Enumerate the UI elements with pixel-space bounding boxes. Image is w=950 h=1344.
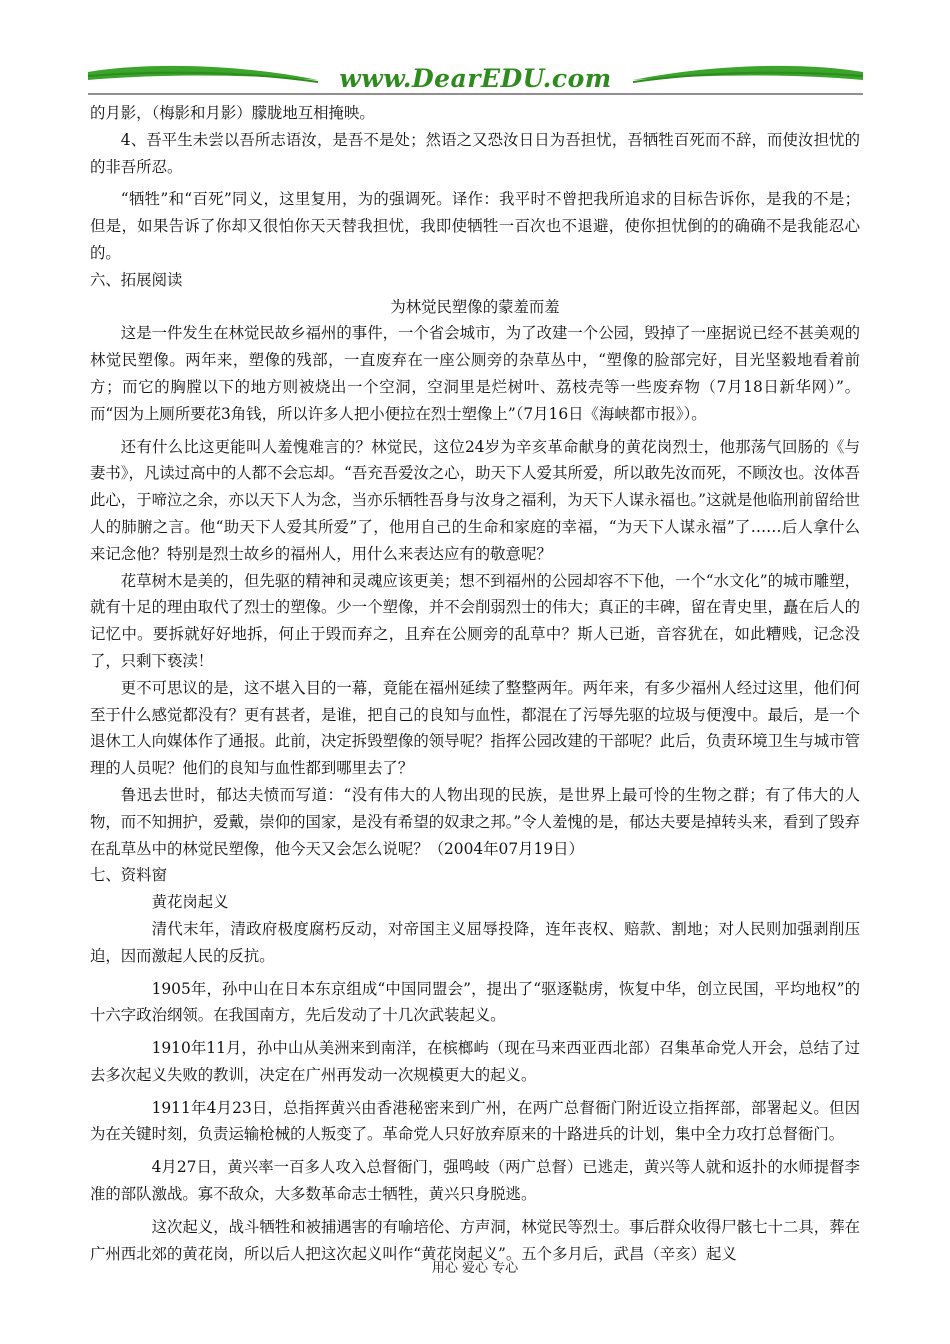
article-title: 为林觉民塑像的蒙羞而羞	[390, 297, 560, 316]
materials-paragraph: 1910年11月，孙中山从美洲来到南洋，在槟榔屿（现在马来西亚西北部）召集革命党人开会，总结了过去多次起义失败的教训，决定在广州再发动一次规模更大的起义。	[90, 1039, 860, 1084]
paragraph-translation: “牺牲”和“百死”同义，这里复用，为的强调死。译作：我平时不曾把我所追求的目标告诉你，是我的不是；但是，如果告诉了你却又很怕你天天替我担忧，我即使牺牲一百次也不退避，使你担忧倒的的确确不是我能忍心的。	[90, 190, 860, 262]
article-paragraph: 花草树木是美的，但先驱的精神和灵魂应该更美；想不到福州的公园却容不下他，一个“水文化”的城市雕塑，就有十足的理由取代了烈士的塑像。少一个塑像，并不会削弱烈士的伟大；真正的丰碑，留在青史里，矗在后人的记忆中。要拆就好好地拆，何止于毁而弃之，且弃在公厕旁的乱草中？斯人已逝，音容犹在，如此糟贱，记念没了，只剩下亵渎！	[90, 571, 860, 670]
article-paragraph: 这是一件发生在林觉民故乡福州的事件，一个省会城市，为了改建一个公园，毁掉了一座据说已经不甚美观的林觉民塑像。两年来，塑像的残部，一直废弃在一座公厕旁的杂草丛中，“塑像的脸部完好，目光坚毅地看着前方；而它的胸膛以下的地方则被烧出一个空洞，空洞里是烂树叶、荔枝壳等一些废弃物（7月18日新华网）”。而“因为上厕所要花3角钱，所以许多人把小便拉在烈士塑像上”（7月16日《海峡都市报》）。	[90, 324, 860, 423]
site-logo[interactable]: www.DearEDU.com	[339, 64, 612, 93]
section-heading-materials: 七、资料窗	[90, 866, 167, 885]
paragraph-quote-4: 4、吾平生未尝以吾所志语汝，是吾不是处；然语之又恐汝日日为吾担忧，吾牺牲百死而不辞，而使汝担忧的的非吾所忍。	[90, 130, 860, 176]
section-heading-extended-reading: 六、拓展阅读	[90, 270, 183, 289]
materials-paragraph: 4月27日，黄兴率一百多人攻入总督衙门，强鸣岐（两广总督）已逃走，黄兴等人就和返扑的水师提督李准的部队激战。寡不敌众，大多数革命志士牺牲，黄兴只身脱逃。	[90, 1158, 860, 1204]
article-paragraph: 更不可思议的是，这不堪入目的一幕，竟能在福州延续了整整两年。两年来，有多少福州人经过这里，他们何至于什么感觉都没有？更有甚者，是谁，把自己的良知与血性，都混在了污辱先驱的垃圾与便溲中。最后，是一个退休工人向媒体作了通报。此前，决定拆毁塑像的领导呢？指挥公园改建的干部呢？此后，负责环境卫生与城市管理的人员呢？他们的良知与血性都到哪里去了？	[90, 678, 860, 778]
materials-paragraph: 清代末年，清政府极度腐朽反动，对帝国主义屈辱投降，连年丧权、赔款、割地；对人民则加强剥削压迫，因而激起人民的反抗。	[90, 919, 860, 965]
site-header	[88, 58, 863, 98]
page-footer: 用心 爱心 专心	[431, 1261, 519, 1276]
article-paragraph: 鲁迅去世时，郁达夫愤而写道：“没有伟大的人物出现的民族，是世界上最可怜的生物之群；有了伟大的人物，而不知拥护，爱戴，崇仰的国家，是没有希望的奴隶之邦。”令人羞愧的是，郁达夫要是掉转头来，看到了毁弃在乱草丛中的林觉民塑像，他今天又会怎么说呢？（2004年07月19日）	[90, 785, 860, 858]
paragraph-continuation: 的月影，（梅影和月影）朦胧地互相掩映。	[90, 104, 375, 122]
materials-title: 黄花岗起义	[151, 893, 229, 912]
materials-paragraph: 这次起义，战斗牺牲和被捕遇害的有喻培伦、方声洞，林觉民等烈士。事后群众收得尸骸七十二具，葬在广州西北郊的黄花岗，所以后人把这次起义叫作“黄花岗起义”。五个多月后，武昌（辛亥）起义	[90, 1217, 860, 1263]
materials-paragraph: 1905年，孙中山在日本东京组成“中国同盟会”，提出了“驱逐鞑虏，恢复中华，创立民国，平均地权”的十六字政治纲领。在我国南方，先后发动了十几次武装起义。	[90, 979, 860, 1025]
materials-paragraph: 1911年4月23日，总指挥黄兴由香港秘密来到广州，在两广总督衙门附近设立指挥部，部署起义。但因为在关键时刻，负责运输枪械的人叛变了。革命党人只好放弃原来的十路进兵的计划，集中全力攻打总督衙门。	[90, 1098, 860, 1144]
document-body	[90, 100, 860, 1267]
article-paragraph: 还有什么比这更能叫人羞愧难言的？林觉民，这位24岁为辛亥革命献身的黄花岗烈士，他那荡气回肠的《与妻书》，凡读过高中的人都不会忘却。“吾充吾爱汝之心，助天下人爱其所爱，所以敢先汝而死，不顾汝也。汝体吾此心，于啼泣之余，亦以天下人为念，当亦乐牺牲吾身与汝身之福利，为天下人谋永福也。”这就是他临刑前留给世人的肺腑之言。他“助天下人爱其所爱”了，他用自己的生命和家庭的幸福，“为天下人谋永福”了……后人拿什么来记念他？特别是烈士故乡的福州人，用什么来表达应有的敬意呢？	[90, 437, 860, 563]
